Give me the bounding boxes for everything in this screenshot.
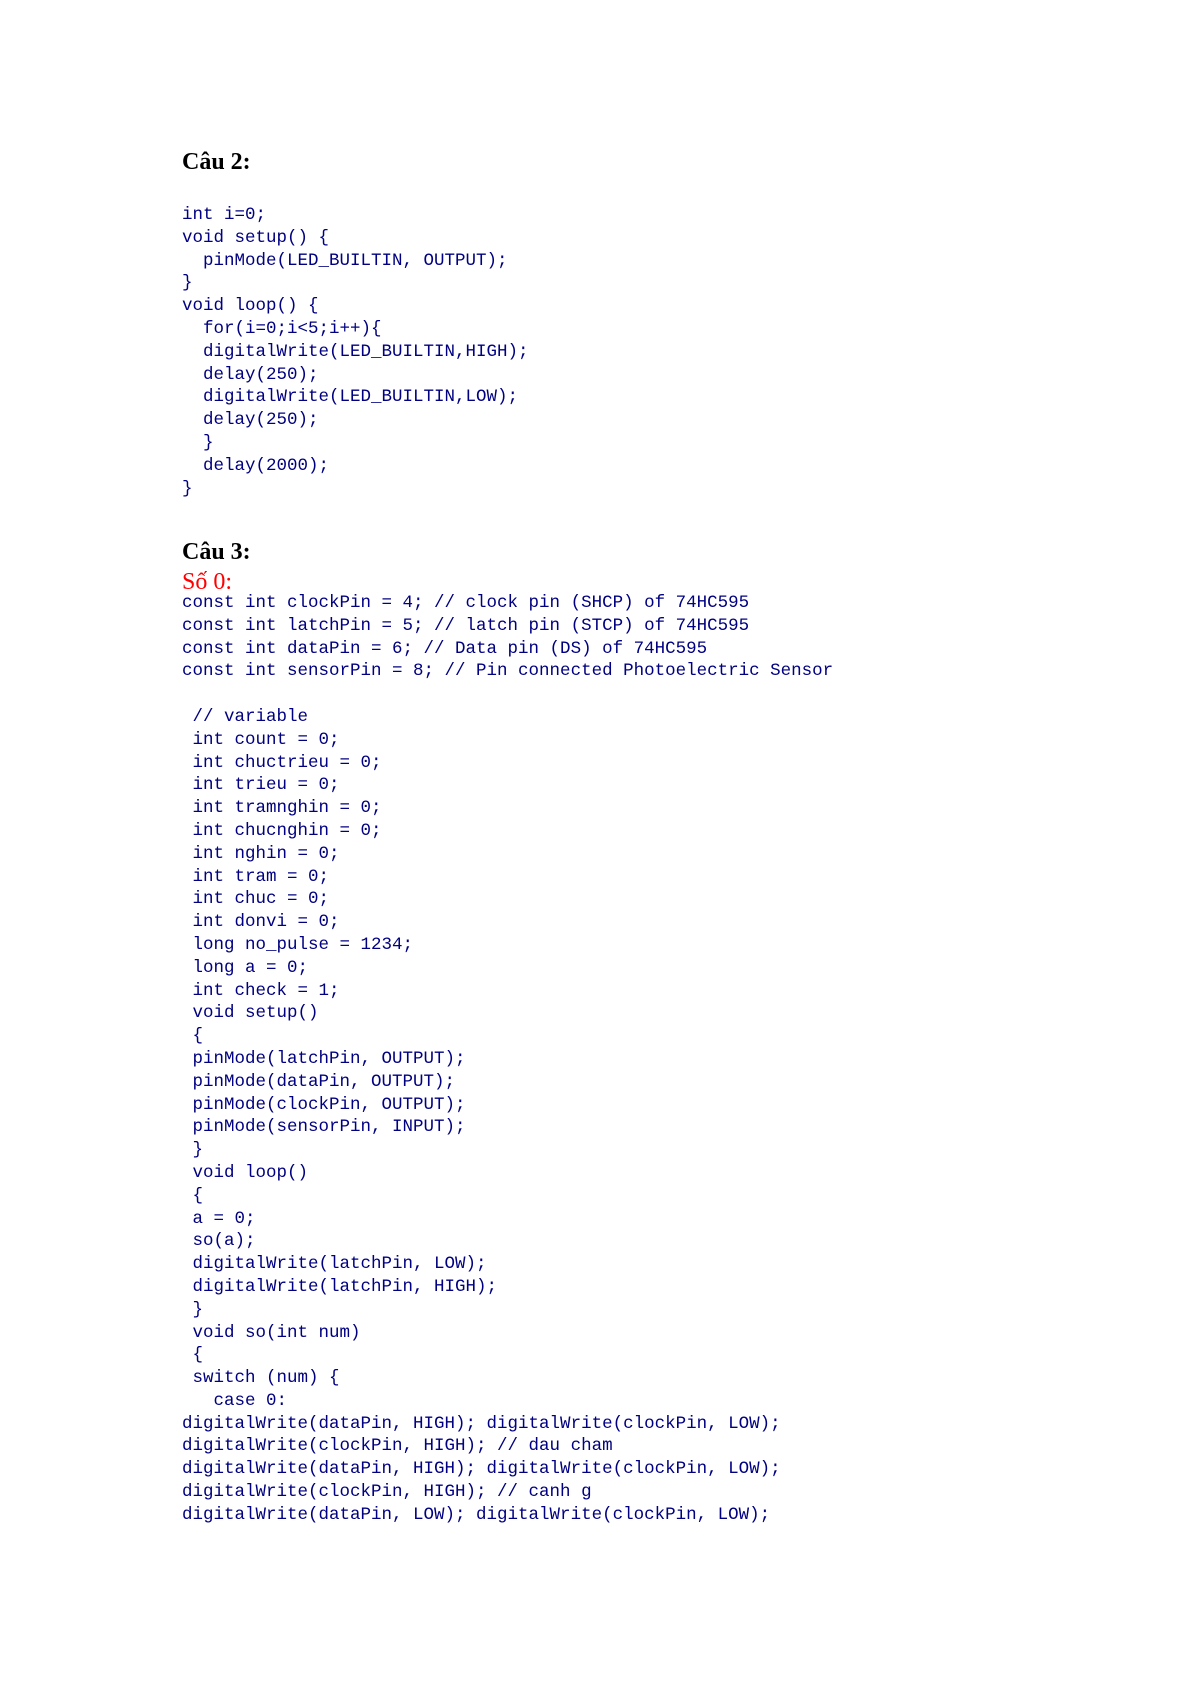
code-line: delay(250);	[182, 410, 319, 431]
code-line: delay(250);	[182, 364, 319, 385]
code-line: digitalWrite(latchPin, LOW);	[182, 1254, 487, 1275]
code-line: void so(int num)	[182, 1322, 361, 1343]
code-line: }	[182, 478, 193, 499]
code-line: {	[182, 1185, 204, 1206]
code-line: const int latchPin = 5; // latch pin (STCP) of 74HC595	[182, 615, 750, 636]
code-line: digitalWrite(dataPin, HIGH); digitalWrite(clockPin, LOW);	[182, 1413, 781, 1434]
code-line: digitalWrite(LED_BUILTIN,HIGH);	[182, 341, 529, 362]
code-line: long a = 0;	[182, 957, 309, 978]
code-line: const int clockPin = 4; // clock pin (SHCP) of 74HC595	[182, 593, 750, 613]
code-line: int chucnghin = 0;	[182, 820, 382, 841]
code-line: pinMode(LED_BUILTIN, OUTPUT);	[182, 250, 508, 271]
code-line: pinMode(latchPin, OUTPUT);	[182, 1048, 466, 1069]
code-line: digitalWrite(LED_BUILTIN,LOW);	[182, 387, 519, 408]
code-line: const int dataPin = 6; // Data pin (DS) of 74HC595	[182, 638, 708, 659]
code-line: }	[182, 1140, 204, 1161]
code-line: int i=0;	[182, 205, 267, 225]
code-line	[182, 683, 833, 706]
code-line: so(a);	[182, 1231, 256, 1252]
code-line: }	[182, 1299, 204, 1320]
code-line: case 0:	[182, 1390, 288, 1411]
code-line: {	[182, 1026, 204, 1047]
code-line: void setup()	[182, 1003, 319, 1024]
cau3-heading: Câu 3:	[182, 539, 251, 565]
code-line: switch (num) {	[182, 1368, 340, 1389]
code-line: int count = 0;	[182, 729, 340, 750]
code-line: int chuc = 0;	[182, 889, 330, 910]
cau3-code-block	[182, 592, 833, 1527]
code-line: pinMode(sensorPin, INPUT);	[182, 1117, 466, 1138]
code-line: void setup() {	[182, 227, 330, 248]
code-line: const int sensorPin = 8; // Pin connected Photoelectric Sensor	[182, 661, 834, 682]
code-line: pinMode(clockPin, OUTPUT);	[182, 1094, 466, 1115]
code-line: int chuctrieu = 0;	[182, 752, 382, 773]
code-line: int check = 1;	[182, 980, 340, 1001]
code-line: void loop() {	[182, 296, 319, 317]
code-line: digitalWrite(clockPin, HIGH); // dau cham	[182, 1436, 613, 1457]
code-line: digitalWrite(dataPin, LOW); digitalWrite(clockPin, LOW);	[182, 1504, 771, 1525]
code-line: int donvi = 0;	[182, 912, 340, 933]
code-line: delay(2000);	[182, 455, 330, 476]
code-line: int trieu = 0;	[182, 775, 340, 796]
code-line: long no_pulse = 1234;	[182, 934, 414, 955]
code-line: int tram = 0;	[182, 866, 330, 887]
code-line: }	[182, 273, 193, 294]
code-line: a = 0;	[182, 1208, 256, 1229]
code-line: digitalWrite(latchPin, HIGH);	[182, 1276, 498, 1297]
code-line: digitalWrite(clockPin, HIGH); // canh g	[182, 1482, 592, 1503]
cau3-sublabel-so-0: Số 0:	[182, 569, 233, 595]
cau2-code-block	[182, 204, 529, 500]
code-line: {	[182, 1345, 204, 1366]
code-line: digitalWrite(dataPin, HIGH); digitalWrite(clockPin, LOW);	[182, 1459, 781, 1480]
code-line: void loop()	[182, 1162, 309, 1183]
cau2-heading: Câu 2:	[182, 149, 251, 175]
code-line: // variable	[182, 706, 309, 727]
code-line: int nghin = 0;	[182, 843, 340, 864]
code-line: pinMode(dataPin, OUTPUT);	[182, 1071, 456, 1092]
code-line: for(i=0;i<5;i++){	[182, 318, 382, 339]
code-line: }	[182, 432, 214, 453]
code-line: int tramnghin = 0;	[182, 798, 382, 819]
